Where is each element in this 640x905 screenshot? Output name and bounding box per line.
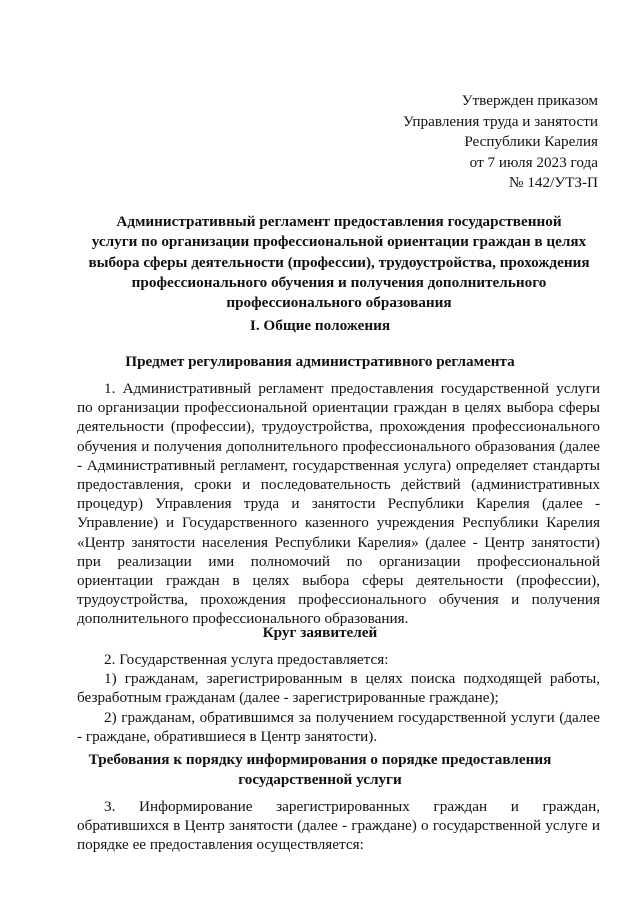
approval-line: Утвержден приказом [461,92,598,109]
paragraph-line: «Центр занятости населения Республики Карелия» (далее - Центр занятости) [77,533,600,551]
paragraph-line: трудоустройства, прохождения профессионального обучения и получения [77,591,600,609]
info-heading-line: государственной услуги [238,771,402,788]
paragraph-line: предоставления, сроки и последовательность действий (административных [77,475,600,493]
document-title [78,212,600,313]
list-item-line: 1) гражданам, зарегистрированным в целях поиска подходящей работы, [104,670,600,688]
paragraph-line: дополнительного профессионального образования. [77,610,409,628]
paragraph-2 [77,650,600,746]
subject-heading: Предмет регулирования административного регламента [125,353,515,370]
paragraph-line: по организации профессиональной ориентации граждан в целях выбора сферы [77,399,600,417]
list-item-line: - граждане, обратившиеся в Центр занятости). [77,727,378,745]
paragraph-3 [77,797,600,855]
list-item-line: безработным гражданам (далее - зарегистрированные граждане); [77,689,499,707]
approval-line: от 7 июля 2023 года [469,153,598,171]
title-line: Административный регламент предоставления государственной [116,213,562,230]
title-line: профессионального образования [226,294,452,312]
approval-line: Управления труда и занятости [402,112,598,130]
approval-stamp [403,91,598,194]
paragraph-line: деятельности (профессии), трудоустройства, прохождения профессионального [77,418,600,436]
paragraph-line: 2. Государственная услуга предоставляется: [104,651,389,668]
title-line: профессионального обучения и получения дополнительного [131,273,547,291]
paragraph-line: обучения и получения дополнительного профессионального образования (далее [77,437,600,455]
paragraph-line: ориентации граждан в целях выбора сферы деятельности (профессии), [77,571,600,589]
paragraph-line: Управление) и Государственного казенного учреждения Республики Карелия [77,514,600,532]
applicants-heading: Круг заявителей [262,624,378,641]
paragraph-1 [77,379,600,628]
approval-line: Республики Карелия [464,133,598,151]
paragraph-line: 1. Административный регламент предоставления государственной услуги [104,380,600,397]
info-heading-line: Требования к порядку информирования о порядке предоставления [88,751,552,768]
info-heading [0,750,640,790]
paragraph-line: порядке ее предоставления осуществляется: [77,836,364,854]
title-line: выбора сферы деятельности (профессии), трудоустройства, прохождения [88,253,590,271]
section-heading-general: I. Общие положения [249,317,391,334]
paragraph-line: при реализации ими полномочий по организации профессиональной [77,552,600,570]
title-line: услуги по организации профессиональной ориентации граждан в целях [91,233,587,251]
list-item-line: 2) гражданам, обратившимся за получением государственной услуги (далее [104,708,600,726]
paragraph-line: - Административный регламент, государственная услуга) определяет стандарты [77,456,600,474]
paragraph-line: 3. Информирование зарегистрированных граждан и граждан, [104,798,600,815]
paragraph-line: процедур) Управления труда и занятости Республики Карелия (далее - [77,495,600,513]
approval-line: № 142/УТЗ-П [509,174,598,192]
paragraph-line: обратившихся в Центр занятости (далее - граждане) о государственной услуге и [77,817,600,835]
